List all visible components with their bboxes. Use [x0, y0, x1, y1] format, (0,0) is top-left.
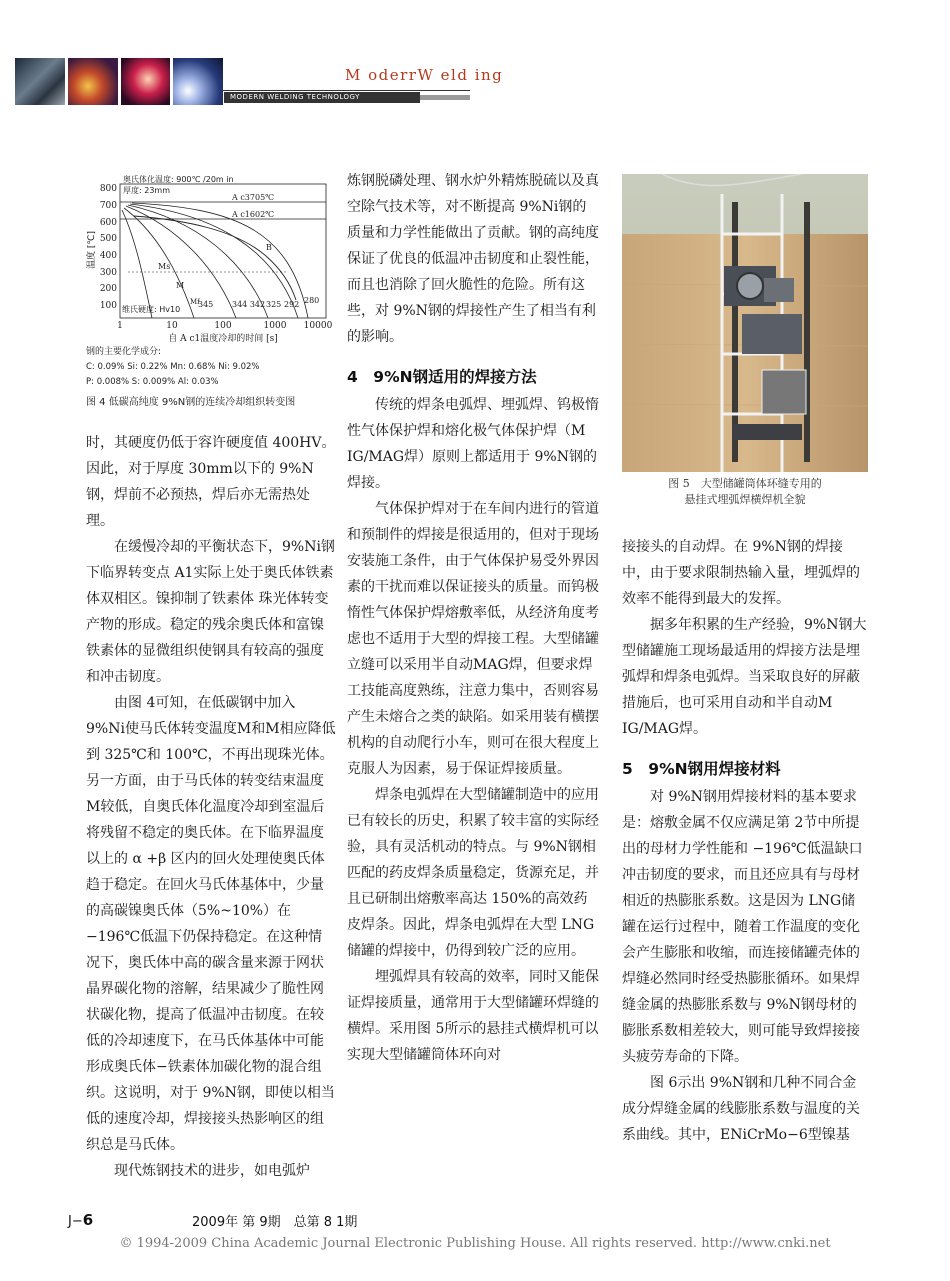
y-tick-label: 800	[99, 184, 117, 194]
column-3	[622, 534, 868, 1148]
figure-5-caption	[622, 476, 868, 508]
x-tick-label: 10000	[303, 321, 333, 331]
x-tick-label: 1	[117, 321, 123, 331]
paragraph: 气体保护焊对于在车间内进行的管道和预制件的焊接是很适用的，但对于现场安装施工条件，由于气体保护易受外界因素的干扰而难以保证接头的质量。而钨极惰性气体保护焊熔敷率低，从经济角度考虑也不适用于大型的焊接工程。大型储罐立缝可以采用半自动MAG焊，但要求焊工技能高度熟练，注意力集中，否则容易产生未熔合之类的缺陷。如采用装有横摆机构的自动爬行小车，则可在很大程度上克服人为因素，易于保证焊接质量。	[347, 501, 599, 777]
x-axis-label: 自 A c1温度冷却的时间 [s]	[168, 334, 278, 344]
paragraph: 接接头的自动焊。在 9%N钢的焊接中，由于要求限制热输入量，埋弧焊的效率不能得到最大的发挥。	[622, 539, 860, 607]
header-bar	[420, 95, 470, 100]
bainite-boundary	[134, 216, 296, 300]
header-photo-1	[15, 58, 65, 105]
y-tick-label: 400	[99, 251, 117, 261]
region-mf-label: Mf	[190, 298, 200, 306]
hardness-value: 325	[266, 300, 282, 309]
paragraph: 传统的焊条电弧焊、埋弧焊、钨极惰性气体保护焊和熔化极气体保护焊（M IG/MAG焊）原则上都适用于 9%N钢的焊接。	[347, 397, 599, 491]
y-tick-label: 600	[99, 218, 117, 228]
hardness-value: 280	[304, 296, 320, 305]
copyright-notice: © 1994-2009 China Academic Journal Electronic Publishing House. All rights reserved. http://www.cnki.net	[119, 1236, 831, 1251]
region-m-label: M	[176, 281, 185, 290]
x-tick-labels	[117, 321, 332, 331]
hardness-value: 292	[284, 300, 300, 309]
paragraph: 现代炼钢技术的进步，如电弧炉	[114, 1163, 310, 1179]
page-footer	[68, 1211, 358, 1230]
ac1-label: A c1602℃	[232, 210, 275, 219]
y-tick-label: 200	[99, 284, 117, 294]
cooling-curve	[122, 210, 152, 318]
figure-5-caption-line-1: 图 5 大型储罐筒体环缝专用的	[668, 477, 822, 490]
y-tick-label: 100	[99, 301, 117, 311]
paragraph: 时，其硬度仍低于容许硬度值 400HV。因此，对于厚度 30mm以下的 9%N钢，焊前不必预热，焊后亦无需热处理。	[86, 435, 336, 529]
cooling-curve	[132, 203, 308, 318]
composition-line-1: C: 0.09% Si: 0.22% Mn: 0.68% Ni: 9.02%	[86, 362, 260, 372]
thickness-label: 厚度: 23mm	[123, 186, 171, 195]
y-tick-label: 300	[99, 268, 117, 278]
section-heading-4: 4 9%N钢适用的焊接方法	[347, 368, 537, 386]
section-heading-5: 5 9%N钢用焊接材料	[622, 760, 781, 778]
y-tick-label: 700	[99, 201, 117, 211]
page-prefix: J−	[68, 1214, 83, 1229]
ac3-label: A c3705℃	[232, 193, 275, 202]
header-rule	[222, 90, 470, 91]
x-tick-label: 100	[214, 321, 232, 331]
paragraph: 在缓慢冷却的平衡状态下，9%Ni钢下临界转变点 A1实际上处于奥氏体铁素体双相区。镍抑制了铁素体 珠光体转变产物的形成。稳定的残余奥氏体和富镍铁素体的显微组织使钢具有较高的强度和冲击韧度。	[86, 539, 335, 685]
composition-line-2: P: 0.008% S: 0.009% Al: 0.03%	[86, 377, 219, 387]
journal-subtitle: MODERN WELDING TECHNOLOGY	[224, 92, 420, 103]
paragraph: 对 9%N钢用焊接材料的基本要求是：熔敷金属不仅应满足第 2节中所提出的母材力学性能和 −196℃低温缺口冲击韧度的要求，而且还应具有与母材相近的热膨胀系数。这是因为 LNG储罐在运行过程中，随着工作温度的变化会产生膨胀和收缩，而连接储罐壳体的焊缝必然同时经受热膨胀循环。如果焊缝金属的热膨胀系数与 9%N钢母材的膨胀系数相差较大，则可能导致焊接接头疲劳寿命的下降。	[622, 789, 863, 1065]
paragraph: 据多年积累的生产经验，9%N钢大型储罐施工现场最适用的焊接方法是埋弧焊和焊条电弧焊。当采取良好的屏蔽措施后，也可采用自动和半自动M IG/MAG焊。	[622, 617, 867, 737]
welding-machine-photo	[622, 174, 868, 472]
region-b-label: B	[266, 243, 272, 252]
y-tick-labels	[100, 184, 117, 311]
hardness-value: 344 342	[232, 300, 266, 309]
column-1	[86, 430, 336, 1184]
header-photo-strip	[15, 58, 223, 105]
cooling-curve	[126, 206, 236, 318]
paragraph: 焊条电弧焊在大型储罐制造中的应用已有较长的历史，积累了较丰富的实际经验，具有灵活机动的特点。与 9%N钢相匹配的药皮焊条质量稳定，货源充足，并且已研制出熔敷率高达 150%的高效药皮焊条。因此，焊条电弧焊在大型 LNG储罐的焊接中，仍得到较广泛的应用。	[347, 787, 599, 959]
journal-brand: M oderrW eld ing	[345, 66, 504, 84]
figure-4-cct-diagram	[86, 170, 336, 410]
paragraph: 炼钢脱磷处理、钢水炉外精炼脱硫以及真空除气技术等，对不断提高 9%Ni钢的质量和力学性能做出了贡献。钢的高纯度保证了优良的低温冲击韧度和止裂性能，而且也消除了回火脆性的危险。所有这些，对 9%N钢的焊接性产生了相当有利的影响。	[347, 173, 599, 345]
hardness-value: 345	[198, 300, 214, 309]
paragraph: 图 6示出 9%N钢和几种不同合金成分焊缝金属的线膨胀系数与温度的关系曲线。其中，ENiCrMo−6型镍基	[622, 1075, 860, 1143]
issue-info: 2009年 第 9期 总第 8 1期	[192, 1215, 358, 1230]
hardness-label: 维氏硬度: Hv10	[122, 305, 181, 314]
figure-4-caption: 图 4 低碳高纯度 9%N钢的连续冷却组织转变图	[86, 397, 296, 408]
header-photo-4	[173, 58, 223, 105]
region-ms-label: Ms	[158, 262, 171, 271]
header-photo-3	[121, 58, 171, 105]
figure-5-caption-line-2: 悬挂式埋弧焊横焊机全貌	[684, 493, 806, 506]
header-photo-2	[68, 58, 118, 105]
x-tick-label: 1000	[263, 321, 287, 331]
x-tick-label: 10	[166, 321, 178, 331]
paragraph: 由图 4可知，在低碳钢中加入 9%Ni使马氏体转变温度M和M相应降低到 325℃和 100℃，不再出现珠光体。另一方面，由于马氏体的转变结束温度M较低，自奥氏体化温度冷却到室温后将残留不稳定的奥氏体。在下临界温度以上的 α +β 区内的回火处理使奥氏体趋于稳定。在回火马氏体基体中，少量的高碳镍奥氏体（5%~10%）在 −196℃低温下仍保持稳定。在这种情况下，奥氏体中高的碳含量来源于网状晶界碳化物的溶解，结果减少了脆性网状碳化物，提高了低温冲击韧度。在较低的冷却速度下，在马氏体基体中可能形成奥氏体−铁素体加碳化物的混合组织。这说明，对于 9%N钢，即使以相当低的速度冷却，焊接接头热影响区的组织总是马氏体。	[86, 695, 336, 1153]
column-2	[347, 168, 599, 1068]
austenitizing-label: 奥氏体化温度: 900℃ /20m in	[123, 175, 234, 184]
composition-title: 钢的主要化学成分:	[86, 347, 162, 357]
paragraph: 埋弧焊具有较高的效率，同时又能保证焊接质量，通常用于大型储罐环焊缝的横焊。采用图 5所示的悬挂式横焊机可以实现大型储罐筒体环向对	[347, 969, 599, 1063]
y-axis-label: 温度 [℃]	[87, 231, 97, 269]
page-number: 6	[82, 1211, 94, 1229]
figure-5-photo	[622, 174, 868, 472]
y-tick-label: 500	[99, 234, 117, 244]
